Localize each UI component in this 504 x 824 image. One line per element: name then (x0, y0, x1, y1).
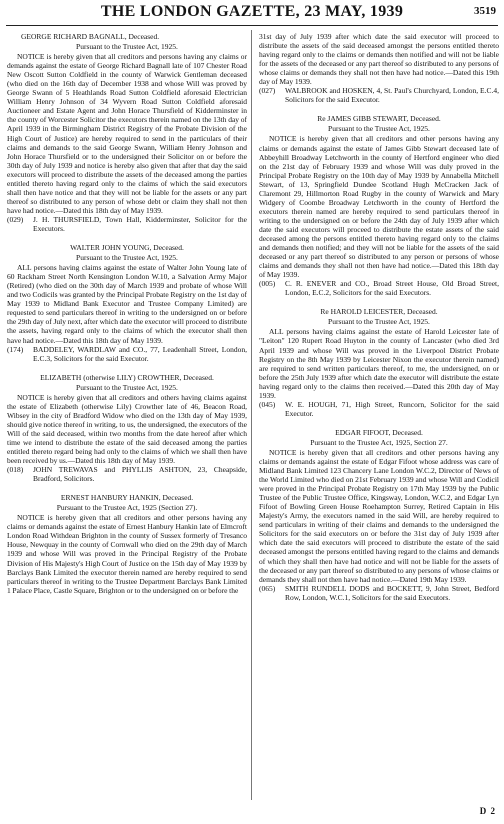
notice-act: Pursuant to the Trustee Act, 1925, Section 27. (310, 437, 448, 447)
notice-body: NOTICE is hereby given that all creditors and persons having any claims or demands against the estate of George Richard Bagnall late of 107 Chester Road New Oscott Sutton Coldfield in the county of Warwick Gentleman deceased (who died on the 16th day of December 1938 and whose Will was proved by George Swann of 5 Heathlands Road Sutton Coldfield aforesaid Electrician William Henry Johnson of 34 Wyvern Road Sutton Coldfield aforesaid Auctioneer and Estate Agent and John Horace Thursfield of Kidderminster in the county of Worcester Solicitor the executors therein named on the 13th day of April 1939 in the Birmingham District Registry of the Probate Division of the High Court of Justice) are hereby required to send in the particulars of their claims and demands to the said George Swann, William Henry Johnson and John Horace Thursfield or to the undersigned their Solicitor on or before the 30th day of July 1939 and notice is hereby also given that after that day the said executors will proceed to distribute the assets of the deceased among the parties entitled thereto having regard only to the claims of which the said executors shall then have notice and that they will not be liable for the assets or any part thereof so distributed to any person of whose debt or claim they shall not then have had notice.—Dated this 18th day of May 1939. (7, 52, 247, 215)
notice-heading: ERNEST HANBURY HANKIN, Deceased. (60, 493, 194, 503)
notice-heading: EDGAR FIFOOT, Deceased. (335, 427, 423, 437)
notice-bagnall (7, 32, 247, 233)
notice-signature: WALBROOK and HOSKEN, 4, St. Paul's Churchyard, London, E.C.4, Solicitors for the said Executor. (285, 86, 499, 105)
notice-body: NOTICE is hereby given that all creditors and other persons having any claims or demands against the estate of Ernest Hanbury Hankin late of Elmcroft London Road Withdean Brighton in the county of Sussex formerly of Tresanco House, Newquay in the county of Cornwall who died on the 29th day of March 1939 and whose Will was proved in the Principal Registry of the Probate Division of His Majesty's High Court of Justice on the 15th day of May 1939 by Barclays Bank Limited the executor therein named are hereby required to send particulars thereof in writing to the Trustee Department Barclays Bank Limited 1 Palace Place, Castle Square, Brighton or to the undersigned on or before the (7, 513, 247, 595)
notice-code: (027) (259, 86, 276, 96)
notice-act: Pursuant to the Trustee Act, 1925. (76, 253, 178, 263)
notice-young (7, 243, 247, 363)
notice-body: ALL persons having claims against the estate of Harold Leicester late of "Leiton" 120 Rupert Road Huyton in the county of Lancaster (who died 3rd April 1939 and whose Will was proved in the Liverpool District Probate Registry on the 8th May 1939 by Leicester Nixon the executor therein named) are required to send written particulars thereof, to me, the undersigned, on or before the 25th July 1939 after which date the executor will distribute the estate having regard only to the claims then received.—Dated this 20th day of May 1939. (259, 327, 499, 400)
notice-fifoot (259, 428, 499, 602)
notice-act: Pursuant to the Trustee Act, 1925. (328, 317, 430, 327)
right-column (259, 32, 499, 602)
notice-act: Pursuant to the Trustee Act, 1925. (76, 42, 178, 52)
notice-signature-block (259, 279, 499, 297)
notice-code: (065) (259, 583, 276, 593)
notice-signature: BADDELEY, WARDLAW and CO., 77, Leadenhall Street, London, E.C.3, Solicitors for the said Executor. (33, 344, 247, 363)
notice-signature-block (259, 584, 499, 602)
notice-signature: J. H. THURSFIELD, Town Hall, Kidderminster, Solicitor for the Executors. (33, 214, 247, 233)
notice-body: NOTICE is hereby given that all creditors and other persons having any claims or demands against the estate of James Gibb Stewart deceased late of Abbeyhill Broadway Letchworth in the county of Hertford engineer who died on the 21st day of February 1939 and whose Will was duly proved in the Principal Probate Registry on the 10th day of May 1939 by Annabella Mitchell Stewart, of 13, Springfield Dundee Scotland Hugh McCracken Jack of Claremont 29, Hillmorton Road Rugby in the county of Warwick and Mary Widgery of Coombe Broadway Letchworth in the county of Hertford the executors therein named are hereby required to send particulars thereof in writing to the undersigned on or before the 24th day of July 1939 after which date the said executors will proceed to distribute the estate assets of the said deceased among the persons entitled thereto having regard only to the claims and demands then notified; and they will not be liable for the assets of the said deceased or any part thereof so distributed to any person or persons of whose claims and demands they shall not then have had notice.—Dated this 18th day of May 1939. (259, 134, 499, 280)
notice-heading: GEORGE RICHARD BAGNALL, Deceased. (21, 32, 160, 41)
notice-body: NOTICE is hereby given that all creditors and others having claims against the estate of Elizabeth (otherwise Lily) Crowther late of 46, Beacon Road, Wibsey in the city of Bradford Widow who died on the 13th day of May 1939, should give notice thereof in writing, to us, the undersigned, the executors of the Will of the said deceased, within two months from the date hereof after which time we intend to distribute the estate of the said deceased among the parties entitled thereto regard being had only to the claims of which we shall then have been received by us.—Dated this 18th day of May 1939. (7, 392, 247, 466)
notice-heading: Re HAROLD LEICESTER, Deceased. (320, 307, 438, 317)
notice-heading: ELIZABETH (otherwise LILY) CROWTHER, Deceased. (40, 372, 214, 382)
notice-act: Pursuant to the Trustee Act, 1925. (76, 382, 178, 392)
notice-signature: JOHN TREWAVAS and PHYLLIS ASHTON, 23, Cheapside, Bradford, Solicitors. (33, 465, 247, 484)
notice-signature: SMITH RUNDELL DODS and BOCKETT, 9, John Street, Bedford Row, London, W.C.1, Solicitors for the said Executors. (285, 583, 499, 602)
notice-act: Pursuant to the Trustee Act, 1925 (Section 27). (56, 503, 198, 513)
notice-code: (005) (259, 279, 276, 289)
notice-stewart (259, 114, 499, 297)
notice-leicester (259, 307, 499, 418)
left-column (7, 32, 247, 595)
notice-hankin-continued (259, 32, 499, 104)
notice-signature-block (7, 215, 247, 233)
page-header (6, 5, 498, 26)
notice-signature: C. R. ENEVER and CO., Broad Street House, Old Broad Street, London, E.C.2, Solicitors for the said Executors. (285, 279, 499, 298)
notice-crowther (7, 373, 247, 484)
page-signature-mark: D 2 (479, 806, 496, 816)
notice-signature-block (259, 86, 499, 104)
notice-act: Pursuant to the Trustee Act, 1925. (328, 124, 430, 134)
notice-body: ALL persons having claims against the estate of Walter John Young late of 60 Rackham Street North Kensington London W.10, a Salvation Army Major (Retired) (who died on the 30th day of March 1939 and probate of whose Will and two Codicils was granted by the Principal Probate Registry on the 1st day of May 1939 to Midland Bank Executor and Trustee Company Limited) are requested to send particulars thereof in writing to the undersigned on or before the 29th day of July next, after which date the executor will proceed to distribute the assets, having regard only to the claims of which the executor shall then have had notice.—Dated this 18th day of May 1939. (7, 263, 247, 345)
notice-signature-block (7, 345, 247, 363)
column-divider (251, 30, 252, 800)
notice-code: (018) (7, 465, 24, 475)
notice-signature-block (259, 400, 499, 418)
notice-heading: Re JAMES GIBB STEWART, Deceased. (317, 114, 441, 124)
notice-body: NOTICE is hereby given that all creditors and other persons having any claims or demands against the estate of Edgar Fifoot whose address was care of Midland Bank Limited 123 Chancery Lane London W.C.2, Director of News of the World Limited who died on 21st February 1939 and whose Will and Codicil were proved in the Principal Probate Registry on 17th May 1939 by the Public Trustee of the Public Trustee Office, Kingsway, London, W.C.2, and Edgar Lyn Fifoot of Bowling Green House Roehampton Surrey, Retired Captain in His Majesty's Army, the executors named in the said Will, are hereby required to send particulars in writing of their claims and demands to the undersigned the Solicitors for the said executors on or before the 31st day of July 1939 after which date the said executors will proceed to distribute the estate of the said deceased amongst the persons entitled having regard to the claims and demands of which they shall then have had notice and will not be liable for the assets of the deceased or any part thereof so distributed to any persons of whose claims or demands they shall not then have had notice.—Dated 19th May 1939. (259, 447, 499, 584)
notice-signature: W. E. HOUGH, 71, High Street, Runcorn, Solicitor for the said Executor. (285, 399, 499, 418)
notice-code: (045) (259, 399, 276, 409)
notice-code: (174) (7, 344, 24, 354)
notice-hankin (7, 493, 247, 595)
gazette-title: THE LONDON GAZETTE, 23 MAY, 1939 (100, 3, 404, 20)
notice-heading: WALTER JOHN YOUNG, Deceased. (70, 243, 184, 253)
notice-body: 31st day of July 1939 after which date the said executor will proceed to distribute the assets of the said deceased amongst the persons entitled thereto having regard only to the claims or demands then notified and will not be liable for the assets of the deceased or any part thereof so distributed to any persons of whose claims or demands they shall not then have had notice.—Dated this 19th day of May 1939. (259, 32, 499, 87)
notice-code: (029) (7, 214, 24, 224)
notice-signature-block (7, 465, 247, 483)
page-number: 3519 (474, 5, 496, 17)
